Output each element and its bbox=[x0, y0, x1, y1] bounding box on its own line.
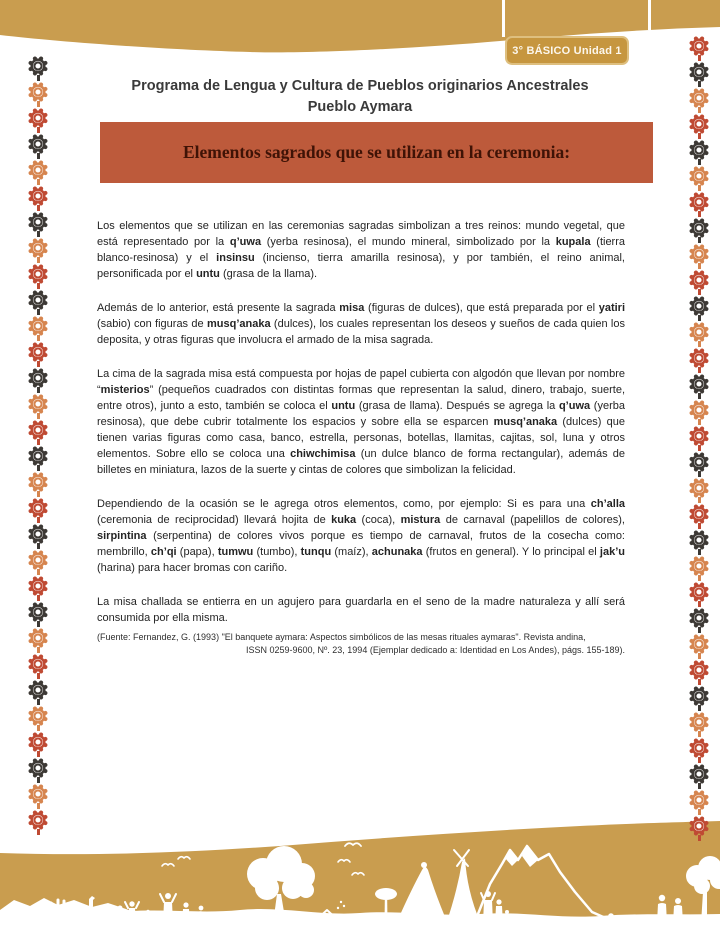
rosette-motif bbox=[28, 576, 48, 602]
paragraph: La misa challada se entierra en un agujero para guardarla en el seno de la madre naturaleza y allí será consumida por ella misma. bbox=[97, 596, 625, 624]
rosette-motif bbox=[689, 660, 709, 686]
rosette-motif bbox=[28, 446, 48, 472]
rosette-motif bbox=[28, 56, 48, 82]
rosette-motif bbox=[689, 738, 709, 764]
rosette-motif bbox=[689, 764, 709, 790]
rosette-motif bbox=[28, 108, 48, 134]
paragraph: Los elementos que se utilizan en las ceremonias sagradas simbolizan a tres reinos: mundo vegetal, que está representado por la q’uwa (yerba resinosa), el mundo mineral, simbolizado por la kupala (tierra blanco-resinosa) y el insinsu (incienso, tierra amarilla resinosa), y por también, el reino animal, personificada por el untu (grasa de la llama). bbox=[97, 220, 626, 280]
page-title bbox=[70, 76, 650, 118]
rosette-motif bbox=[689, 244, 709, 270]
rosette-motif bbox=[689, 608, 709, 634]
rosette-motif bbox=[689, 296, 709, 322]
citation-line1: (Fuente: Fernandez, G. (1993) "El banquete aymara: Aspectos simbólicos de las mesas rituales aymaras". Revista andina, bbox=[97, 632, 586, 642]
band-notch bbox=[648, 0, 651, 30]
rosette-motif bbox=[28, 498, 48, 524]
ceremony-banner-title: Elementos sagrados que se utilizan en la ceremonia: bbox=[182, 142, 571, 162]
paragraph: La cima de la sagrada misa está compuesta por hojas de papel cubierta con algodón que llevan por nombre “misterios” (pequeños cuadrados con distintas formas que representan la salud, dinero, trabajo, suerte, entre otros), junto a esto, también se coloca el untu (grasa de llama). Después se agrega la q’uwa (yerba resinosa), que debe cubrir totalmente los espacios y sobre ella se esparcen musq’anaka (dulces) que tienen varias figuras como casa, banco, estrella, personas, botellas, llamitas, cajitas, sol, luna y otros elementos. Sobre ello se coloca una chiwchimisa (un dulce blanco de forma rectangular), además de billetes en miniatura, lazos de la suerte y cintas de colores que simbolizan la felicidad. bbox=[97, 368, 625, 476]
rosette-motif bbox=[28, 342, 48, 368]
rosette-motif bbox=[689, 400, 709, 426]
rosette-motif bbox=[689, 140, 709, 166]
rosette-motif bbox=[689, 218, 709, 244]
rosette-motif bbox=[689, 478, 709, 504]
page-title-line2: Pueblo Aymara bbox=[307, 99, 413, 115]
rosette-motif bbox=[689, 192, 709, 218]
rosette-motif bbox=[28, 472, 48, 498]
border-chain-left bbox=[28, 56, 48, 836]
ceremony-banner bbox=[100, 122, 653, 183]
paragraph: Además de lo anterior, está presente la sagrada misa (figuras de dulces), que está preparada por el yatiri (sabio) con figuras de musq’anaka (dulces), los cuales representan los deseos y sueños de cada quien los deposita, y otras figuras que involucra el armado de la misa sagrada. bbox=[97, 302, 625, 346]
rosette-motif bbox=[28, 602, 48, 628]
source-citation bbox=[97, 631, 625, 657]
rosette-motif bbox=[28, 628, 48, 654]
rosette-motif bbox=[689, 634, 709, 660]
rosette-motif bbox=[689, 114, 709, 140]
article-body bbox=[97, 218, 625, 657]
rosette-motif bbox=[28, 680, 48, 706]
rosette-motif bbox=[28, 550, 48, 576]
rosette-motif bbox=[28, 82, 48, 108]
rosette-motif bbox=[28, 654, 48, 680]
rosette-motif bbox=[689, 504, 709, 530]
rosette-motif bbox=[689, 426, 709, 452]
rosette-motif bbox=[689, 712, 709, 738]
rosette-motif bbox=[689, 816, 709, 842]
rosette-motif bbox=[28, 160, 48, 186]
rosette-motif bbox=[28, 368, 48, 394]
rosette-motif bbox=[689, 530, 709, 556]
unit-badge: 3° BÁSICO Unidad 1 bbox=[505, 36, 629, 65]
rosette-motif bbox=[28, 290, 48, 316]
border-chain-right bbox=[689, 36, 709, 842]
rosette-motif bbox=[689, 166, 709, 192]
rosette-motif bbox=[28, 758, 48, 784]
rosette-motif bbox=[689, 582, 709, 608]
rosette-motif bbox=[28, 420, 48, 446]
rosette-motif bbox=[689, 686, 709, 712]
rosette-motif bbox=[28, 784, 48, 810]
footer-landscape bbox=[0, 820, 720, 932]
rosette-motif bbox=[28, 732, 48, 758]
rosette-motif bbox=[28, 524, 48, 550]
band-notch bbox=[502, 0, 505, 37]
rosette-motif bbox=[689, 322, 709, 348]
rosette-motif bbox=[689, 88, 709, 114]
citation-line2: ISSN 0259-9600, Nº. 23, 1994 (Ejemplar dedicado a: Identidad en Los Andes), págs. 155-189). bbox=[245, 645, 625, 655]
rosette-motif bbox=[28, 394, 48, 420]
rosette-motif bbox=[689, 270, 709, 296]
rosette-motif bbox=[28, 238, 48, 264]
rosette-motif bbox=[28, 316, 48, 342]
paragraphs bbox=[97, 218, 625, 626]
rosette-motif bbox=[28, 706, 48, 732]
rosette-motif bbox=[689, 348, 709, 374]
rosette-motif bbox=[28, 212, 48, 238]
paragraph: Dependiendo de la ocasión se le agrega otros elementos, como, por ejemplo: Si es para una ch’alla (ceremonia de reciprocidad) llevará hojita de kuka (coca), mistura de carnaval (papelillos de colores), sirpintina (serpentina) de colores vivos porque es tiempo de carnaval, frutos de la cosecha como: membrillo, ch’qi (papa), tumwu (tumbo), tunqu (maíz), achunaka (frutos en general). Y lo principal el jak’u (harina) para hacer bromas con cariño. bbox=[97, 498, 625, 574]
rosette-motif bbox=[28, 264, 48, 290]
page-title-line1: Programa de Lengua y Cultura de Pueblos originarios Ancestrales bbox=[131, 78, 589, 94]
rosette-motif bbox=[689, 374, 709, 400]
rosette-motif bbox=[689, 556, 709, 582]
rosette-motif bbox=[689, 62, 709, 88]
rosette-motif bbox=[28, 134, 48, 160]
rosette-motif bbox=[28, 810, 48, 836]
rosette-motif bbox=[689, 36, 709, 62]
rosette-motif bbox=[689, 790, 709, 816]
rosette-motif bbox=[28, 186, 48, 212]
rosette-motif bbox=[689, 452, 709, 478]
